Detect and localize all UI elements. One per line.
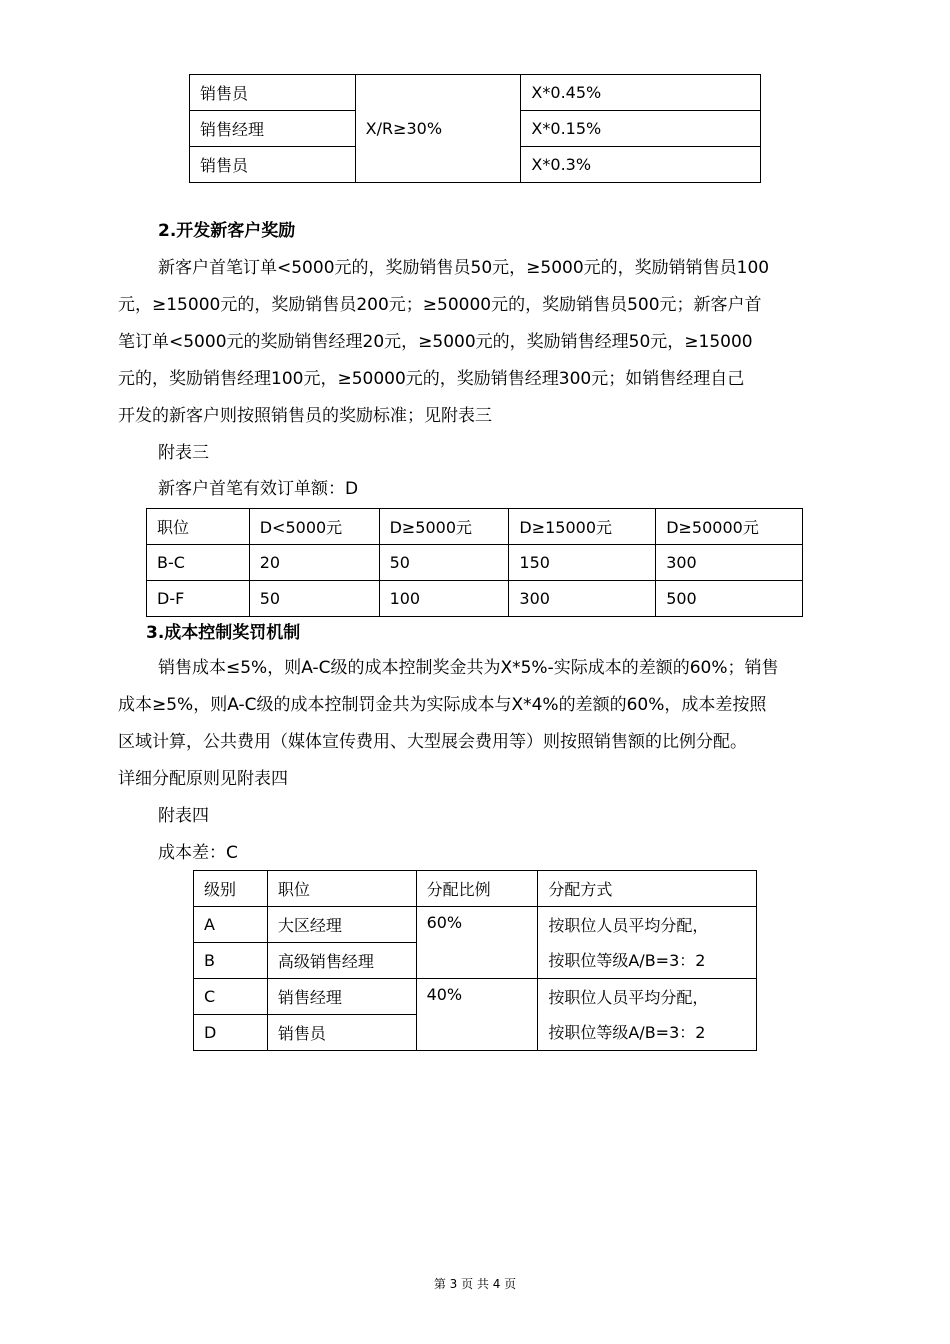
table-cell: 销售员 bbox=[267, 1015, 416, 1051]
method-cell bbox=[538, 907, 757, 979]
paragraph-line: 销售成本≤5%，则A-C级的成本控制奖金共为X*5%-实际成本的差额的60%；销售 bbox=[158, 658, 779, 678]
paragraph-line: 元，≥15000元的，奖励销售员200元；≥50000元的，奖励销售员500元；新客户首 bbox=[118, 295, 762, 315]
paragraph-line: 新客户首笔订单<5000元的，奖励销售员50元，≥5000元的，奖励销销售员100 bbox=[158, 258, 770, 278]
table-row bbox=[190, 147, 761, 183]
paragraph-line: 详细分配原则见附表四 bbox=[118, 769, 288, 789]
table-caption: 新客户首笔有效订单额：D bbox=[158, 479, 359, 499]
table-cell: X/R≥30% bbox=[355, 111, 521, 147]
table-header-row bbox=[194, 871, 757, 907]
table-header-cell: 分配方式 bbox=[538, 871, 757, 907]
table-row bbox=[147, 545, 803, 581]
table-header-cell: D<5000元 bbox=[249, 509, 379, 545]
table-row bbox=[147, 581, 803, 617]
table-header-cell: D≥50000元 bbox=[656, 509, 803, 545]
table-row bbox=[190, 111, 761, 147]
table-header-cell: 级别 bbox=[194, 871, 268, 907]
table-cell: 20 bbox=[249, 545, 379, 581]
table-cell: X*0.3% bbox=[521, 147, 761, 183]
table-caption: 成本差：C bbox=[158, 843, 238, 863]
appendix3-table bbox=[146, 508, 803, 617]
ratio-cell: 40% bbox=[416, 979, 538, 1051]
method-line: 按职位人员平均分配， bbox=[548, 915, 709, 935]
table-cell: 销售经理 bbox=[267, 979, 416, 1015]
appendix-label: 附表四 bbox=[158, 806, 209, 826]
table-cell: 300 bbox=[509, 581, 656, 617]
table-cell: D-F bbox=[147, 581, 250, 617]
table-cell: B-C bbox=[147, 545, 250, 581]
ratio-cell: 60% bbox=[416, 907, 538, 979]
table-header-cell: 分配比例 bbox=[416, 871, 538, 907]
table-cell: 100 bbox=[379, 581, 509, 617]
table-cell: 50 bbox=[249, 581, 379, 617]
paragraph-line: 笔订单<5000元的奖励销售经理20元，≥5000元的，奖励销售经理50元，≥15000 bbox=[118, 332, 753, 352]
table-cell: X*0.15% bbox=[521, 111, 761, 147]
top-table bbox=[189, 74, 761, 183]
method-cell bbox=[538, 979, 757, 1051]
table-cell: 50 bbox=[379, 545, 509, 581]
table-row bbox=[190, 75, 761, 111]
table-cell: 500 bbox=[656, 581, 803, 617]
table-cell: 销售员 bbox=[190, 147, 356, 183]
table-cell: 150 bbox=[509, 545, 656, 581]
table-cell: B bbox=[194, 943, 268, 979]
appendix4-table bbox=[193, 870, 757, 1051]
paragraph-line: 元的，奖励销售经理100元，≥50000元的，奖励销售经理300元；如销售经理自己 bbox=[118, 369, 745, 389]
section3-heading: 3.成本控制奖罚机制 bbox=[146, 623, 301, 643]
table-cell: D bbox=[194, 1015, 268, 1051]
section2-heading: 2.开发新客户奖励 bbox=[158, 221, 296, 241]
table-cell: A bbox=[194, 907, 268, 943]
table-cell bbox=[355, 147, 521, 183]
table-cell: X*0.45% bbox=[521, 75, 761, 111]
table-header-cell: D≥5000元 bbox=[379, 509, 509, 545]
paragraph-line: 区域计算，公共费用（媒体宣传费用、大型展会费用等）则按照销售额的比例分配。 bbox=[118, 732, 747, 752]
method-line: 按职位等级A/B=3：2 bbox=[548, 950, 706, 970]
method-line: 按职位等级A/B=3：2 bbox=[548, 1022, 706, 1042]
table-cell: 销售经理 bbox=[190, 111, 356, 147]
method-line: 按职位人员平均分配， bbox=[548, 987, 709, 1007]
appendix-label: 附表三 bbox=[158, 443, 209, 463]
table-row bbox=[194, 907, 757, 943]
table-cell: 大区经理 bbox=[267, 907, 416, 943]
table-cell: 高级销售经理 bbox=[267, 943, 416, 979]
page-footer: 第 3 页 共 4 页 bbox=[433, 1277, 517, 1291]
table-header-cell: 职位 bbox=[267, 871, 416, 907]
paragraph-line: 成本≥5%，则A-C级的成本控制罚金共为实际成本与X*4%的差额的60%，成本差按照 bbox=[118, 695, 767, 715]
table-cell: 300 bbox=[656, 545, 803, 581]
table-header-cell: 职位 bbox=[147, 509, 250, 545]
table-row bbox=[194, 979, 757, 1015]
table-header-cell: D≥15000元 bbox=[509, 509, 656, 545]
table-cell bbox=[355, 75, 521, 111]
table-header-row bbox=[147, 509, 803, 545]
table-cell: 销售员 bbox=[190, 75, 356, 111]
table-cell: C bbox=[194, 979, 268, 1015]
paragraph-line: 开发的新客户则按照销售员的奖励标准；见附表三 bbox=[118, 406, 492, 426]
